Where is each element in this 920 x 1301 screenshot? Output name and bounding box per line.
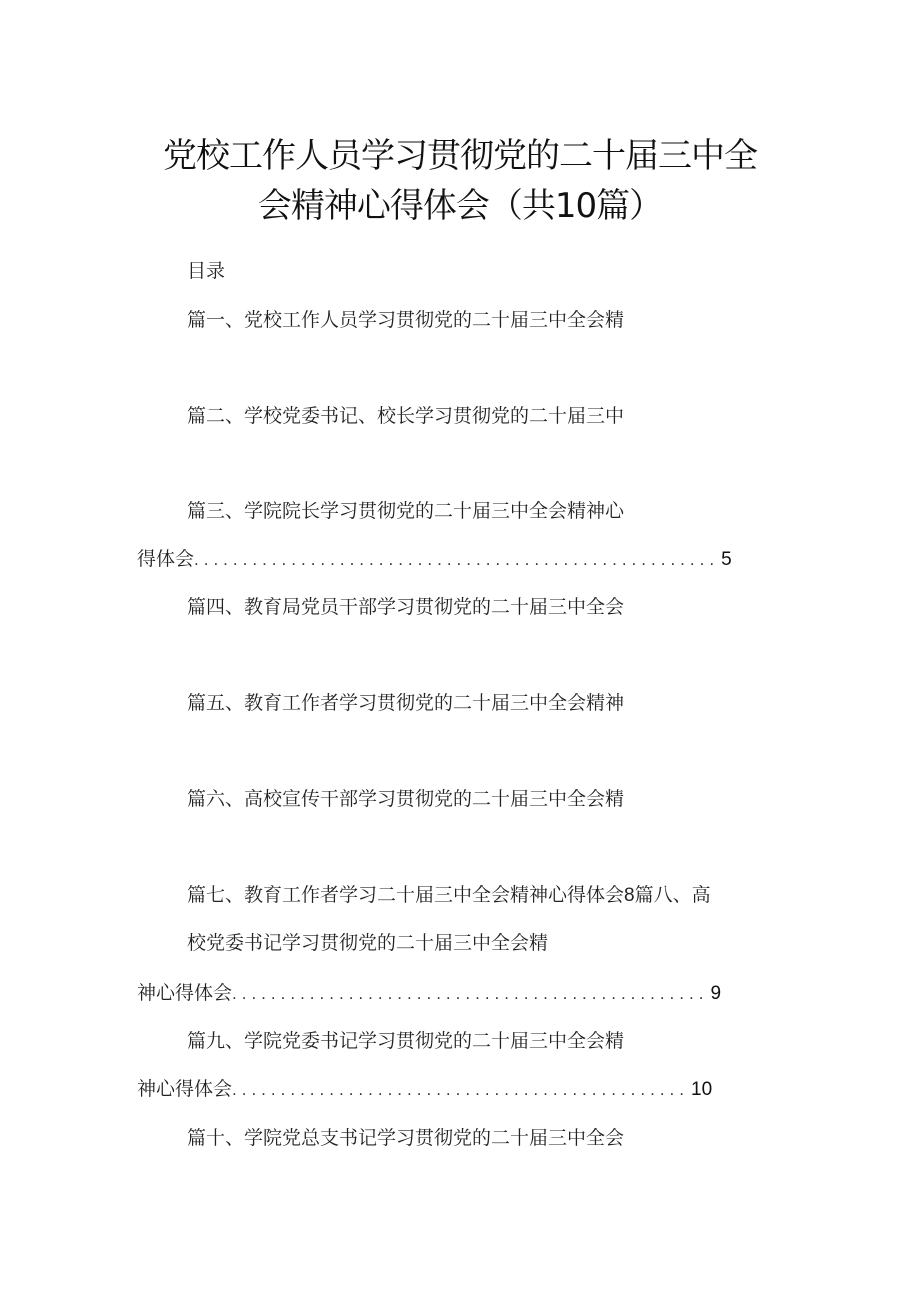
toc-entry-10[interactable]: 篇十、学院党总支书记学习贯彻党的二十届三中全会	[187, 1127, 625, 1149]
toc-entry-7-text: 篇七、教育工作者学习二十届三中全会精神心得体会	[187, 884, 625, 906]
toc-entry-8-page-number: 9	[710, 983, 722, 1004]
toc-entry-8-leader-row[interactable]	[137, 980, 757, 1007]
toc-entry-8[interactable]: 校党委书记学习贯彻党的二十届三中全会精	[187, 932, 549, 954]
toc-entry-9[interactable]: 篇九、学院党委书记学习贯彻党的二十届三中全会精	[187, 1030, 625, 1052]
toc-entry-3-leader-row[interactable]	[137, 546, 777, 573]
dot-leader: .................................................	[232, 984, 709, 1003]
toc-entry-8-continuation: 神心得体会	[137, 982, 233, 1004]
dot-leader: ......................................................	[194, 550, 720, 569]
toc-entry-3[interactable]: 篇三、学院院长学习贯彻党的二十届三中全会精神心	[187, 500, 625, 522]
toc-entry-3-continuation: 得体会	[137, 548, 195, 570]
toc-entry-7[interactable]	[187, 882, 711, 909]
toc-entry-9-leader-row[interactable]	[137, 1076, 769, 1103]
toc-entry-7-page-number: 8	[624, 885, 635, 906]
toc-entry-4[interactable]: 篇四、教育局党员干部学习贯彻党的二十届三中全会	[187, 596, 625, 618]
document-title-line-1: 党校工作人员学习贯彻党的二十届三中全	[163, 136, 757, 176]
toc-entry-5[interactable]: 篇五、教育工作者学习贯彻党的二十届三中全会精神	[187, 692, 625, 714]
toc-entry-3-page-number: 5	[721, 549, 732, 570]
document-title-line-2: 会精神心得体会（共10篇）	[257, 186, 663, 226]
toc-entry-9-page-number: 10	[691, 1079, 713, 1100]
toc-entry-8-start: 篇八、高	[634, 884, 711, 906]
toc-entry-6[interactable]: 篇六、高校宣传干部学习贯彻党的二十届三中全会精	[187, 788, 625, 810]
toc-entry-2[interactable]: 篇二、学校党委书记、校长学习贯彻党的二十届三中	[187, 405, 625, 427]
dot-leader: ...............................................	[232, 1080, 690, 1099]
toc-entry-1[interactable]: 篇一、党校工作人员学习贯彻党的二十届三中全会精	[187, 309, 625, 331]
toc-heading: 目录	[187, 260, 226, 282]
toc-entry-9-continuation: 神心得体会	[137, 1078, 233, 1100]
